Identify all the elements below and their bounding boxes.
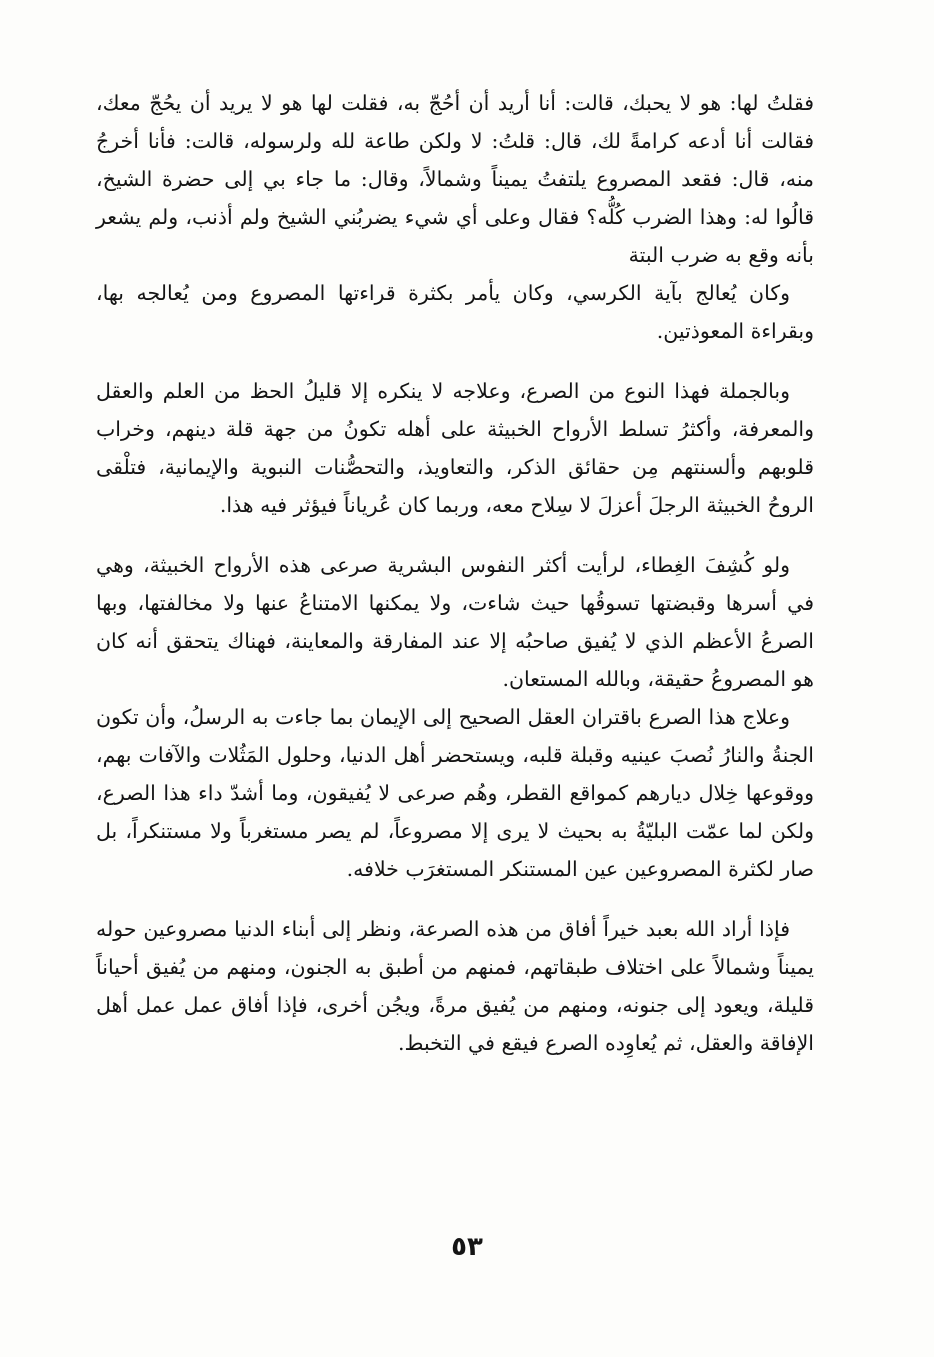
paragraph-2: وكان يُعالج بآية الكرسي، وكان يأمر بكثرة قراءتها المصروع ومن يُعالجه بها، وبقراءة المعوذتين. xyxy=(96,281,814,343)
paragraph-5: وعلاج هذا الصرع باقتران العقل الصحيح إلى الإيمان بما جاءت به الرسلُ، وأن تكون الجنةُ والنارُ نُصبَ عينيه وقبلة قلبه، ويستحضر أهل الدنيا، وحلول المَثُلات والآفات بهم، ووقوعها خِلال ديارهم كمواقع القطر، وهُم صرعى لا يُفيقون، وما أشدّ داء هذا الصرع، ولكن لما عمّت البليّةُ به بحيث لا يرى إلا مصروعاً، لم يصر مستغرباً ولا مستنكراً، بل صار لكثرة المصروعين عين المستنكر المستغرَب خلافه. xyxy=(96,705,814,881)
paragraph-4: ولو كُشِفَ الغِطاء، لرأيت أكثر النفوس البشرية صرعى هذه الأرواح الخبيثة، وهي في أسرها وقبضتها تسوقُها حيث شاءت، ولا يمكنها الامتناعُ عنها ولا مخالفتها، وبها الصرعُ الأعظم الذي لا يُفيق صاحبُه إلا عند المفارقة والمعاينة، فهناك يتحقق أنه كان هو المصروعُ حقيقة، وبالله المستعان. xyxy=(96,553,814,691)
paragraph-6: فإذا أراد الله بعبد خيراً أفاق من هذه الصرعة، ونظر إلى أبناء الدنيا مصروعين حوله يميناً وشمالاً على اختلاف طبقاتهم، فمنهم من أطبق به الجنون، ومنهم من يُفيق أحياناً قليلة، ويعود إلى جنونه، ومنهم من يُفيق مرةً، ويجُن أخرى، فإذا أفاق عمل عمل أهل الإفاقة والعقل، ثم يُعاوِده الصرع فيقع في التخبط. xyxy=(96,917,814,1055)
page-body xyxy=(96,84,814,1062)
paragraph-3: وبالجملة فهذا النوع من الصرع، وعلاجه لا ينكره إلا قليلُ الحظ من العلم والعقل والمعرفة، وأكثرُ تسلط الأرواح الخبيثة على أهله تكونُ من جهة قلة دينهم، وخراب قلوبهم وألسنتهم مِن حقائق الذكر، والتعاويذ، والتحصُّنات النبوية والإيمانية، فتلْقى الروحُ الخبيثة الرجلَ أعزلَ لا سِلاح معه، وربما كان عُرياناً فيؤثر فيه هذا. xyxy=(96,379,814,517)
paragraph-1: فقلتُ لها: هو لا يحبك، قالت: أنا أريد أن أحُجّ به، فقلت لها هو لا يريد أن يحُجّ معك، فقالت أنا أدعه كرامةً لك، قال: قلتُ: لا ولكن طاعة لله ولرسوله، قالت: فأنا أخرجُ منه، قال: فقعد المصروع يلتفتُ يميناً وشمالاً، وقال: ما جاء بي إلى حضرة الشيخ، قالُوا له: وهذا الضرب كُلُّه؟ فقال وعلى أي شيء يضربُني الشيخ ولم أذنب، ولم يشعر بأنه وقع به ضرب البتة xyxy=(96,91,814,267)
page-number: ٥٣ xyxy=(451,1232,483,1262)
